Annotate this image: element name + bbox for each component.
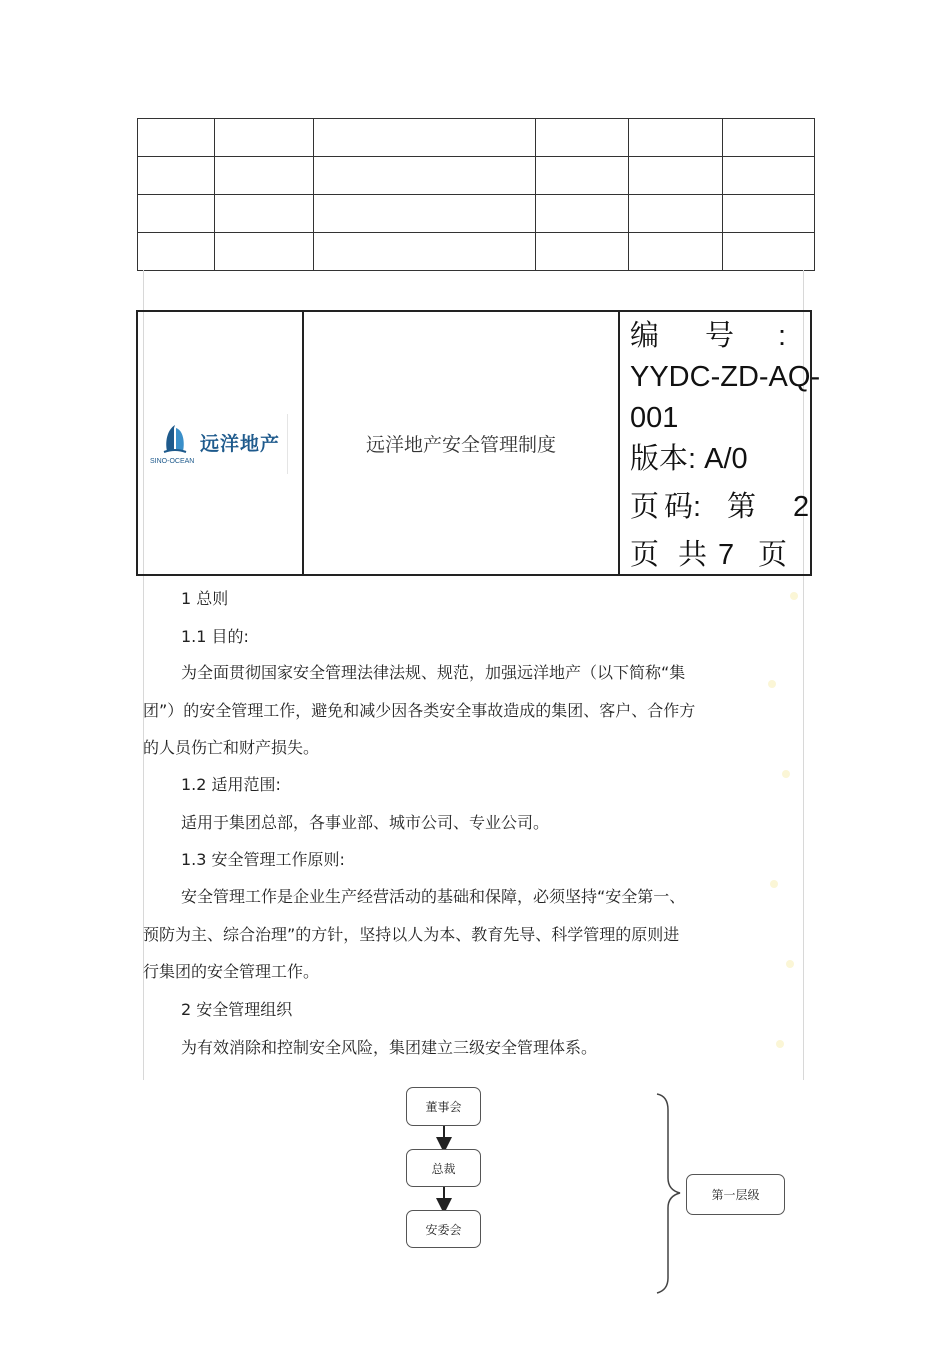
paragraph-line: 的人员伤亡和财产损失。: [143, 738, 320, 757]
flow-node-board: 董事会: [406, 1087, 481, 1126]
paragraph-line: 为全面贯彻国家安全管理法律法规、规范，加强远洋地产（以下简称“集: [181, 663, 686, 682]
page-label-4: 页: [630, 539, 660, 571]
paragraph-line: 行集团的安全管理工作。: [143, 962, 320, 981]
code-label-1: 编: [630, 320, 660, 352]
code-value-line2: 001: [630, 402, 679, 434]
paragraph-line: 预防为主、综合治理”的方针，坚持以人为本、教育先导、科学管理的原则进: [143, 925, 680, 944]
page-label-6: 页: [758, 539, 788, 571]
page-current: 2: [793, 491, 810, 523]
paragraph-line: 适用于集团总部，各事业部、城市公司、专业公司。: [181, 813, 550, 832]
subsection-heading: 1.1 目的:: [181, 627, 249, 646]
page-label-3: 第: [727, 491, 757, 523]
paragraph-line: 团”）的安全管理工作，避免和减少因各类安全事故造成的集团、客户、合作方: [143, 701, 696, 720]
code-value-line1: YYDC-ZD-AQ-: [630, 361, 821, 393]
page-label-1: 页: [630, 491, 660, 523]
page-label-2: 码:: [664, 491, 702, 523]
logo-text-cn: 远洋地产: [200, 433, 281, 455]
flow-node-president: 总裁: [406, 1149, 481, 1187]
version-text: 版本: A/0: [630, 443, 748, 475]
paragraph-line: 为有效消除和控制安全风险，集团建立三级安全管理体系。: [181, 1038, 598, 1057]
grouping-brace: [657, 1094, 680, 1293]
logo-text-en: SINO-OCEAN: [150, 458, 195, 465]
document-title: 远洋地产安全管理制度: [303, 311, 619, 575]
page-label-5: 共: [678, 539, 708, 571]
flow-node-safety-committee: 安委会: [406, 1210, 481, 1248]
subsection-heading: 1.3 安全管理工作原则:: [181, 850, 345, 869]
page-total: 7: [718, 539, 735, 571]
code-label-2: 号: [705, 320, 735, 352]
flow-level-label: 第一层级: [686, 1174, 785, 1215]
subsection-heading: 1.2 适用范围:: [181, 775, 281, 794]
code-label-3: :: [778, 320, 787, 352]
paragraph-line: 安全管理工作是企业生产经营活动的基础和保障，必须坚持“安全第一、: [181, 887, 686, 906]
section-heading: 1 总则: [181, 589, 229, 608]
section-heading: 2 安全管理组织: [181, 1000, 293, 1019]
